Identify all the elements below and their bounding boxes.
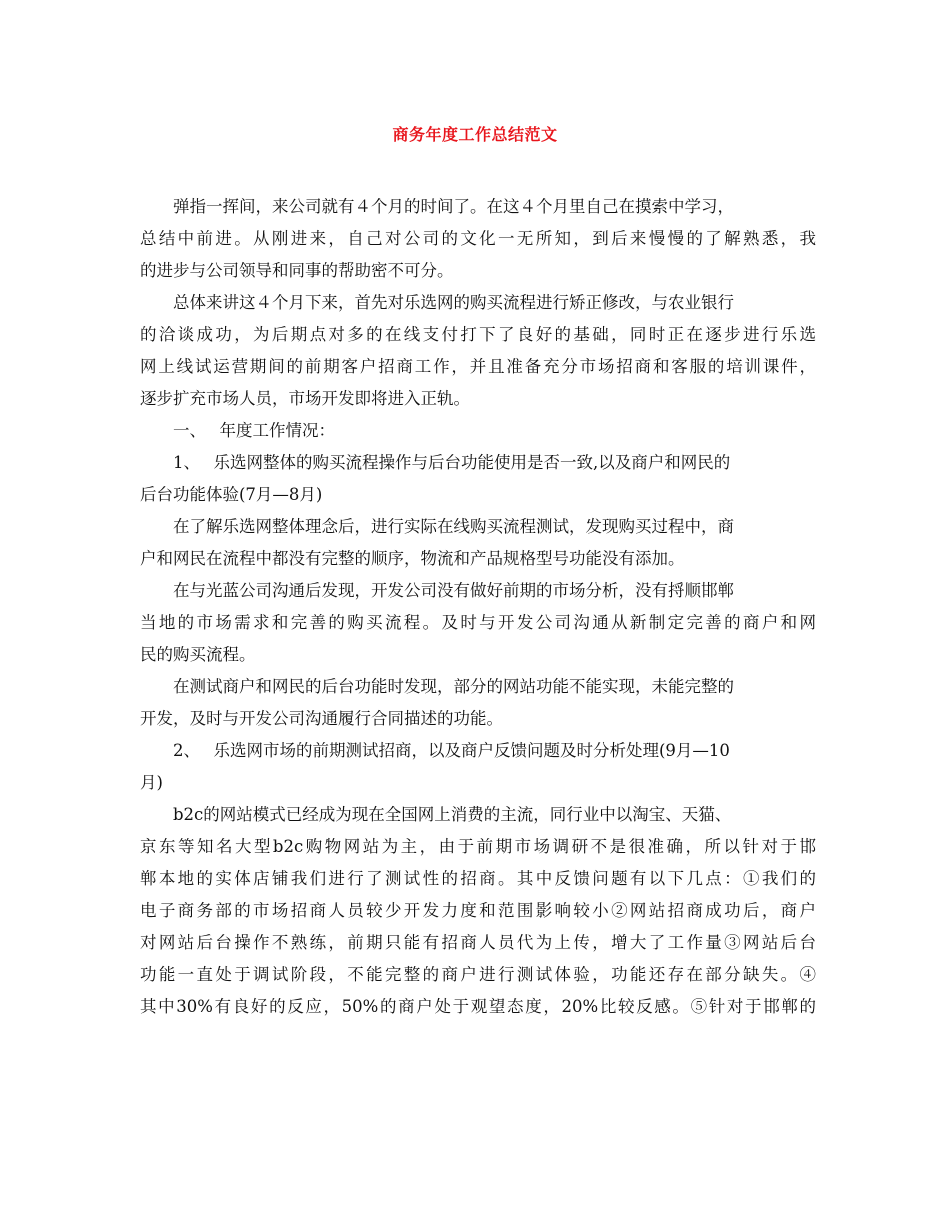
subsection-heading: 1、 乐选网整体的购买流程操作与后台功能使用是否一致,以及商户和网民的	[173, 453, 731, 472]
paragraph-line: 电子商务部的市场招商人员较少开发力度和范围影响较小②网站招商成功后，商户	[140, 901, 816, 920]
paragraph-line: 的进步与公司领导和同事的帮助密不可分。	[140, 261, 454, 280]
paragraph-line: 当地的市场需求和完善的购买流程。及时与开发公司沟通从新制定完善的商户和网	[140, 613, 816, 632]
paragraph-line: 在了解乐选网整体理念后，进行实际在线购买流程测试，发现购买过程中，商	[173, 517, 734, 536]
document-body	[140, 191, 816, 1023]
paragraph-line: 在与光蓝公司沟通后发现，开发公司没有做好前期的市场分析，没有捋顺邯郸	[173, 581, 734, 600]
paragraph-line: 民的购买流程。	[140, 645, 256, 664]
paragraph-line: 对网站后台操作不熟练，前期只能有招商人员代为上传，增大了工作量③网站后台	[140, 933, 816, 952]
paragraph-line: 逐步扩充市场人员，市场开发即将进入正轨。	[140, 389, 470, 408]
paragraph-line: 功能一直处于调试阶段，不能完整的商户进行测试体验，功能还存在部分缺失。④	[140, 965, 816, 984]
section-heading: 一、 年度工作情况：	[173, 421, 335, 440]
paragraph-line: 的洽谈成功，为后期点对多的在线支付打下了良好的基础，同时正在逐步进行乐选	[140, 325, 816, 344]
paragraph-line: b2c的网站模式已经成为现在全国网上消费的主流，同行业中以淘宝、天猫、	[173, 805, 732, 824]
paragraph-line: 网上线试运营期间的前期客户招商工作，并且准备充分市场招商和客服的培训课件，	[140, 357, 816, 376]
paragraph-line: 其中30%有良好的反应，50%的商户处于观望态度，20%比较反感。⑤针对于邯郸的	[140, 997, 816, 1016]
paragraph-line: 在测试商户和网民的后台功能时发现，部分的网站功能不能实现，未能完整的	[173, 677, 734, 696]
subsection-heading-cont: 后台功能体验(7月—8月)	[140, 485, 323, 504]
subsection-heading: 2、 乐选网市场的前期测试招商，以及商户反馈问题及时分析处理(9月—10	[173, 741, 730, 760]
document-title: 商务年度工作总结范文	[392, 125, 558, 144]
paragraph-line: 户和网民在流程中都没有完整的顺序，物流和产品规格型号功能没有添加。	[140, 549, 685, 568]
paragraph-line: 郸本地的实体店铺我们进行了测试性的招商。其中反馈问题有以下几点：①我们的	[140, 869, 816, 888]
paragraph-line: 京东等知名大型b2c购物网站为主，由于前期市场调研不是很准确，所以针对于邯	[140, 837, 816, 856]
paragraph-line: 总结中前进。从刚进来，自己对公司的文化一无所知，到后来慢慢的了解熟悉，我	[140, 229, 816, 248]
paragraph-line: 总体来讲这４个月下来，首先对乐选网的购买流程进行矫正修改，与农业银行	[173, 293, 734, 312]
paragraph-line: 开发，及时与开发公司沟通履行合同描述的功能。	[140, 709, 503, 728]
subsection-heading-cont: 月)	[140, 773, 163, 792]
paragraph-line: 弹指一挥间，来公司就有４个月的时间了。在这４个月里自己在摸索中学习，	[173, 197, 734, 216]
